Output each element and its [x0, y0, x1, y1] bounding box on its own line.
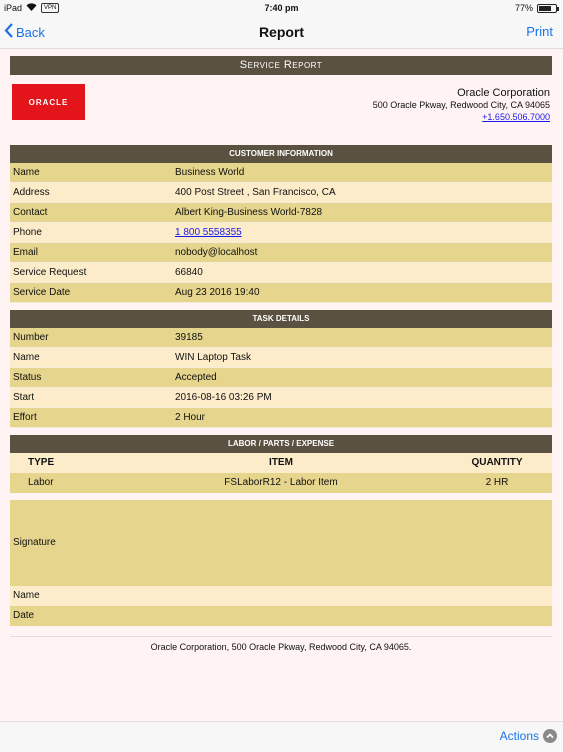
clock: 7:40 pm: [264, 3, 299, 13]
navigation-bar: [0, 17, 563, 49]
signature-name-row: [10, 586, 552, 606]
row-label: Start: [13, 392, 35, 403]
row-label: Phone: [13, 227, 42, 238]
row-value: nobody@localhost: [175, 247, 258, 258]
row-label: Contact: [13, 207, 48, 218]
labor-table-header: [10, 453, 552, 473]
row-value: 66840: [175, 267, 203, 278]
row-value: 39185: [175, 332, 203, 343]
task-details-header: TASK DETAILS: [10, 310, 552, 328]
row-label: Name: [13, 167, 40, 178]
signature-date-label: Date: [13, 610, 35, 621]
task-row-status: [10, 368, 552, 388]
row-label: Address: [13, 187, 50, 198]
row-value: Albert King-Business World-7828: [175, 207, 323, 218]
row-value: 2 Hour: [175, 412, 206, 423]
row-label: Status: [13, 372, 42, 383]
signature-date-row: [10, 606, 552, 626]
bottom-toolbar: [0, 721, 563, 752]
customer-row-service-request: [10, 263, 552, 283]
customer-row-phone: [10, 223, 552, 243]
row-value: Accepted: [175, 372, 217, 383]
battery-icon: [537, 4, 557, 13]
battery-percent: 77%: [514, 3, 533, 13]
row-label: Email: [13, 247, 39, 258]
report-title: Service Report: [10, 56, 552, 75]
company-name: Oracle Corporation: [457, 87, 550, 99]
row-value: 400 Post Street , San Francisco, CA: [175, 187, 336, 198]
actions-label: Actions: [499, 729, 539, 743]
service-report: [10, 56, 552, 652]
task-row-name: [10, 348, 552, 368]
customer-row-address: [10, 183, 552, 203]
actions-button[interactable]: [500, 729, 557, 743]
task-row-effort: [10, 408, 552, 428]
status-bar: [0, 0, 563, 17]
company-address: 500 Oracle Pkway, Redwood City, CA 94065: [372, 100, 550, 110]
company-block: [10, 75, 552, 145]
customer-row-email: [10, 243, 552, 263]
row-label: Effort: [13, 412, 37, 423]
customer-row-service-date: [10, 283, 552, 303]
row-value: [175, 223, 552, 242]
signature-area: [10, 500, 552, 586]
row-label: Service Date: [13, 287, 71, 298]
customer-phone-link[interactable]: 1 800 5558355: [175, 227, 242, 238]
labor-item: FSLaborR12 - Labor Item: [224, 477, 338, 488]
task-row-number: [10, 328, 552, 348]
labor-quantity: 2 HR: [485, 477, 509, 488]
battery-fill: [539, 6, 551, 11]
company-info: [373, 87, 550, 123]
signature-name-label: Name: [13, 590, 40, 601]
labor-type: Labor: [28, 477, 54, 488]
row-value: Aug 23 2016 19:40: [175, 287, 260, 298]
customer-row-name: [10, 163, 552, 183]
column-header-quantity: QUANTITY: [471, 457, 523, 468]
row-value: WIN Laptop Task: [175, 352, 251, 363]
oracle-logo: ORACLE: [12, 84, 85, 120]
row-label: Number: [13, 332, 49, 343]
back-button-label: Back: [16, 24, 45, 40]
row-label: Service Request: [13, 267, 87, 278]
chevron-up-circle-icon: [543, 729, 557, 743]
labor-parts-expense-header: LABOR / PARTS / EXPENSE: [10, 435, 552, 453]
row-value: Business World: [175, 167, 245, 178]
row-label: Name: [13, 352, 40, 363]
print-button[interactable]: Print: [526, 24, 553, 39]
column-header-type: TYPE: [28, 457, 55, 468]
vpn-badge: VPN: [41, 3, 59, 13]
task-row-start: [10, 388, 552, 408]
table-row: [10, 473, 552, 493]
device-label: iPad: [4, 3, 23, 13]
page-title: Report: [258, 24, 305, 40]
customer-info-header: CUSTOMER INFORMATION: [10, 145, 552, 163]
report-footer: Oracle Corporation, 500 Oracle Pkway, Redwood City, CA 94065.: [150, 642, 412, 652]
customer-row-contact: [10, 203, 552, 223]
row-value: 2016-08-16 03:26 PM: [175, 392, 272, 403]
column-header-item: ITEM: [269, 457, 293, 468]
signature-label: Signature: [13, 537, 56, 548]
company-phone-link[interactable]: +1.650.506.7000: [482, 112, 550, 122]
